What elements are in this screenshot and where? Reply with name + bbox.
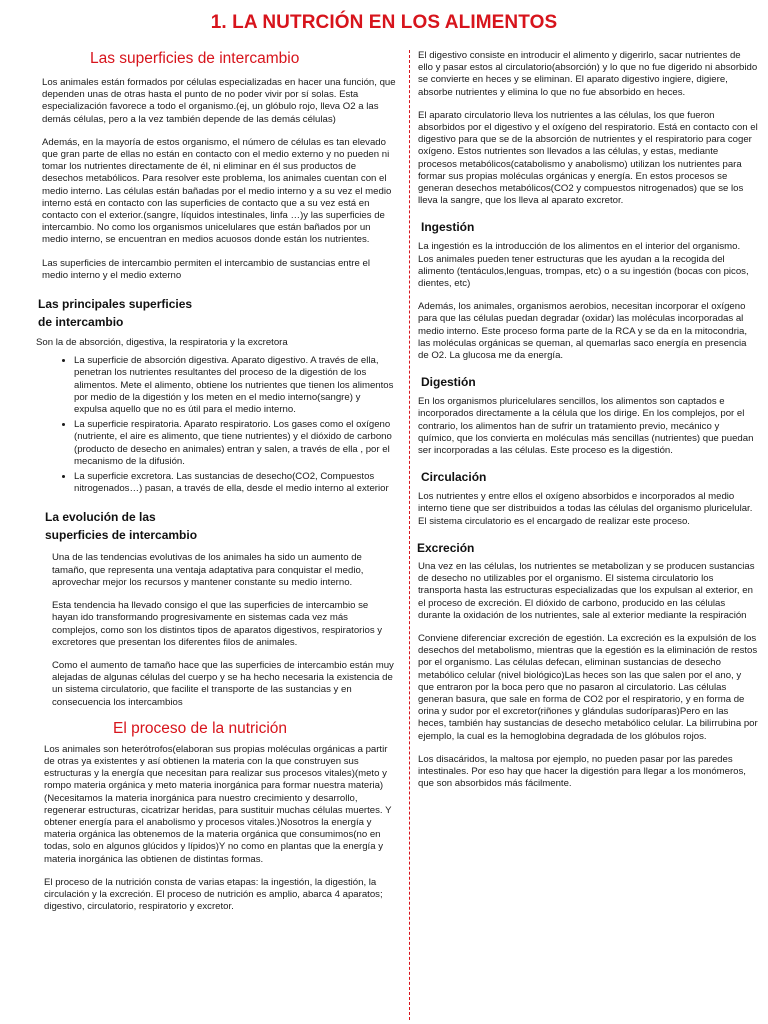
heading-line: superficies de intercambio bbox=[45, 528, 198, 543]
list-item: • La superficie de absorción digestiva. Aparato digestivo. A través de ella, penetran los nutrientes resultantes del proceso de la digestión de los alimentos. Mete el alimento, obtiene los nutrientes que tienen los alimentos por medio de la digestión y los meten en el medio interno(sangre) y expulsa aquello que no es útil para el medio interno. bbox=[74, 355, 396, 416]
paragraph: Los nutrientes y entre ellos el oxígeno absorbidos e incorporados al medio interno tiene que ser distribuidos a todas las células del organismo pluricelular. El sistema circulatorio es el encargado de realizar este proceso. bbox=[418, 491, 753, 527]
heading-evolucion bbox=[45, 508, 396, 544]
heading-digestion: Digestión bbox=[421, 375, 476, 390]
right-column bbox=[418, 50, 758, 801]
paragraph: Además, en la mayoría de estos organismo, el número de células es tan elevado que gran parte de ellas no están en contacto con el medio externo y no pueden ni tomar los nutrientes directamente de él, ni eliminar en él sus productos de desechos metabólicos. Para resolver este problema, los animales cuentan con el medio interno. Las células están bañadas por el medio interno y a su vez el medio interno está en contacto con las superficies de contacto que a su vez está en contacto con el exterior.(sangre, líquidos intestinales, linfa …)y las superficies de intercambio. No como los organismos unicelulares que están bañados por un medio interno, se encuentran en medios acuosos donde están los nutrientes. bbox=[42, 136, 392, 246]
heading-circulacion: Circulación bbox=[421, 470, 487, 485]
paragraph: Los animales son heterótrofos(elaboran sus propias moléculas orgánicas a partir de otras ya existentes y así obtienen la materia con la que construyen sus estructuras y la energía que necesitan para realizar sus procesos vitales)(meto y rompo materia orgánica y meto materia inorgánica para formar nuestra materia)(Necesitamos la materia inorgánica para nuestro crecimiento y desarrollo, regenerar estructuras, cicatrizar heridas, para sustituir muchas células muertes. Y obtener energía para el anabolismo y procesos vitales.)Nosotros la energía y materia orgánica las obtenemos de la materia orgánica que consumimos(no en todas, solo en algunos glúcidos y lípidos)Y no como en plantas que la energía y materia inorgánica las obtienen de distintas formas. bbox=[44, 743, 392, 865]
page-title: 1. LA NUTRCIÓN EN LOS ALIMENTOS bbox=[210, 12, 558, 33]
heading-superficies-intercambio: Las superficies de intercambio bbox=[90, 50, 300, 67]
heading-ingestion: Ingestión bbox=[421, 220, 475, 235]
paragraph: Conviene diferenciar excreción de egestión. La excreción es la expulsión de los desechos del metabolismo, mientras que la egestión es la eliminación de restos por el organismo. Las células defecan, eliminan sustancias de desecho metabólico celular (nivel biológico)Las heces son las que salen por el ano, y que entraron por la boca pero que no pasaron al circulatorio. Las células generan basura, que sale en forma de CO2 por el respiratorio, y en forma de orina y sudor por el excretor(riñones y glándulas sudoríparas)Pero en las heces, también hay sustancias de desecho metabólico celular. La bilirrubina por ejemplo, la cual es la hemoglobina degradada de los glóbulos rojos. bbox=[418, 632, 758, 742]
paragraph: El digestivo consiste en introducir el alimento y digerirlo, sacar nutrientes de ello y pasar estos al circulatorio(absorción) y lo que no fue digerido ni absorbido se convierte en heces y se eliminan. El aparato digestivo ingiere, digiere, absorbe nutrientes y elimina lo que no fue absorbido en heces. bbox=[418, 50, 758, 98]
list-item: • La superficie respiratoria. Aparato respiratorio. Los gases como el oxígeno (nutriente, el aire es alimento, que tiene nutrientes) y el dióxido de carbono (producto de desecho en animales) entran y salen, a través de ella , por el mecanismo de la difusión. bbox=[74, 419, 396, 468]
paragraph: El aparato circulatorio lleva los nutrientes a las células, los que fueron absorbidos por el digestivo y el oxígeno del respiratorio. Está en contacto con el digestivo para que se de la absorción de nutrientes y el respiratorio para coger oxígeno. Estos nutrientes son llevados a las células, y estas, mediante procesos metabólicos(catabolismo y anabolismo) utilizan los nutrientes para formar sus propias moléculas orgánicas y energía. En estos procesos se generan desechos metabólicos(CO2 y compuestos nitrogenados) que se los lleva la sangre, que los lleva al aparato excretor. bbox=[418, 109, 758, 207]
heading-line: La evolución de las bbox=[45, 510, 156, 525]
heading-excrecion: Excreción bbox=[417, 540, 475, 555]
column-divider bbox=[409, 50, 410, 1020]
list-item: • La superficie excretora. Las sustancias de desecho(CO2, Compuestos nitrogenados…) pasan, a través de ella, desde el medio interno al exterior bbox=[74, 471, 396, 495]
paragraph: Como el aumento de tamaño hace que las superficies de intercambio están muy alejadas de algunas células del cuerpo y se ha hecho necesaria la existencia de un sistema circulatorio, que facilite el transporte de las sustancias y en consecuencia los intercambios bbox=[52, 659, 394, 708]
left-column bbox=[38, 50, 396, 924]
paragraph: Los animales están formados por células especializadas en hacer una función, que dependen unas de otras hasta el punto de no poder vivir por sí solas. Esta especialización favorece a todo el organismo.(ej, un glóbulo rojo, lleva O2 a las demás células, pero a la vez también depende de las demás células) bbox=[42, 77, 396, 125]
heading-proceso-nutricion: El proceso de la nutrición bbox=[113, 719, 288, 737]
heading-principales-superficies bbox=[38, 295, 396, 331]
paragraph: Esta tendencia ha llevado consigo el que las superficies de intercambio se hayan ido transformando progresivamente en sistemas cada vez más complejos, como son los distintos tipos de aparatos digestivos, respiratorios y excretores que presentan los diferentes filos de animales. bbox=[52, 600, 383, 648]
paragraph: La ingestión es la introducción de los alimentos en el interior del organismo. Los animales pueden tener estructuras que les ayudan a la recogida del alimento (tentáculos,lenguas, trompas, etc) o a su ingestión (bocas con picos, dientes, etc) bbox=[418, 241, 749, 290]
paragraph: Una vez en las células, los nutrientes se metabolizan y se producen sustancias de desecho no utilizables por el organismo. El sistema circulatorio los transporta hasta las estructuras especializadas que los expulsan al exterior, en el proceso de excreción. El dióxido de carbono, producido en las células durante la oxidación de los nutrientes, sale al exterior mediante la respiración bbox=[418, 560, 755, 621]
paragraph: Además, los animales, organismos aerobios, necesitan incorporar el oxígeno para que las células puedan degradar (oxidar) las moléculas incorporadas al medio interno. Este proceso forma parte de la RCA y se da en la mitocondria, las moléculas orgánicas se queman, al quemarlas saco energía en presencia de O2. La glucosa me da energía. bbox=[418, 301, 748, 362]
paragraph: Las superficies de intercambio permiten el intercambio de sustancias entre el medio interno y el medio externo bbox=[42, 257, 370, 281]
surfaces-list bbox=[38, 355, 396, 495]
paragraph: Los disacáridos, la maltosa por ejemplo, no pueden pasar por las paredes intestinales. Por eso hay que hacer la digestión para llegar a los monómeros, que son absorbidos más fácilmente. bbox=[418, 753, 746, 790]
paragraph: En los organismos pluricelulares sencillos, los alimentos son captados e incorporados directamente a la célula que los dirige. En los complejos, por el contrario, los alimentos han de sufrir un tratamiento previo, mecánico y químico, que los convierta en moléculas más sencillas (nutrientes) que puedan ser incorporadas a las células. Este proceso es la digestión. bbox=[418, 396, 754, 457]
paragraph: El proceso de la nutrición consta de varias etapas: la ingestión, la digestión, la circulación y la excreción. El proceso de nutrición es amplio, abarca 4 aparatos; digestivo, circulatorio, respiratorio y excretor. bbox=[44, 876, 383, 913]
heading-line: de intercambio bbox=[38, 315, 124, 330]
paragraph: Son la de absorción, digestiva, la respiratoria y la excretora bbox=[36, 337, 288, 349]
heading-line: Las principales superficies bbox=[38, 297, 193, 312]
paragraph: Una de las tendencias evolutivas de los animales ha sido un aumento de tamaño, que representa una ventaja adaptativa para conquistar el medio, aprovechar mejor los recursos y mantener constante su medio interno. bbox=[52, 552, 364, 588]
